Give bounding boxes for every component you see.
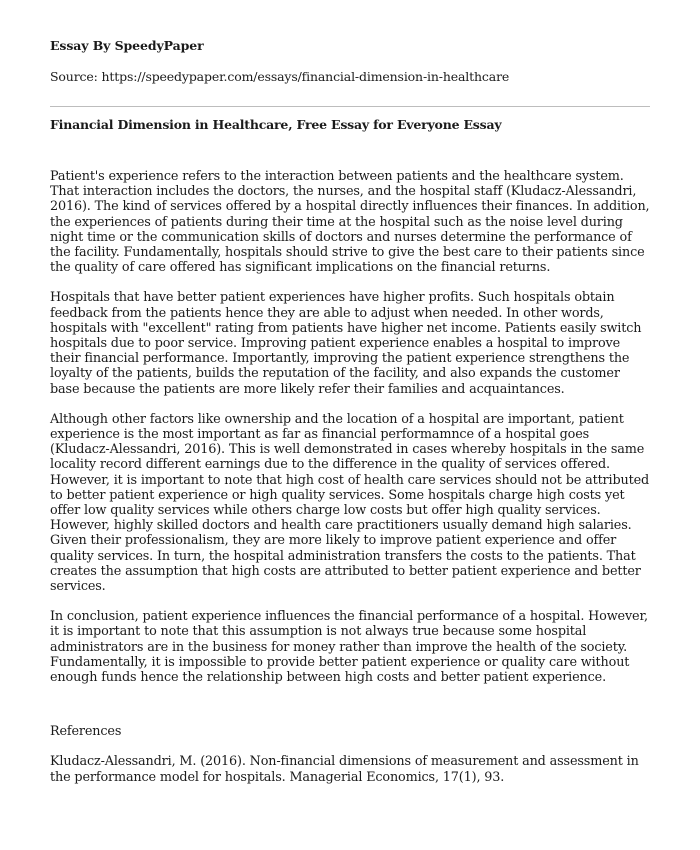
reference-entry: Kludacz-Alessandri, M. (2016). Non-financial dimensions of measurement and assessment in the performance model for hospitals. Managerial Economics, 17(1), 93.: [50, 754, 639, 785]
document-page: [50, 38, 650, 785]
header-divider: [50, 106, 650, 107]
references-heading: References: [50, 724, 122, 740]
essay-paragraph-1: Patient's experience refers to the interaction between patients and the healthcare system. That interaction includes the doctors, the nurses, and the hospital staff (Kludacz-Alessandri, 2016). The kind of services offered by a hospital directly influences their finances. In addition, the experiences of patients during their time at the hospital such as the noise level during night time or the communication skills of doctors and nurses determine the performance of the facility. Fundamentally, hospitals should strive to give the best care to their patients since the quality of care offered has significant implications on the financial returns.: [50, 169, 650, 276]
document-header-title: Essay By SpeedyPaper: [50, 38, 204, 53]
essay-paragraph-2: Hospitals that have better patient experiences have higher profits. Such hospitals obtain feedback from the patients hence they are able to adjust when needed. In other words, hospitals with "excellent" rating from patients have higher net income. Patients easily switch hospitals due to poor service. Improving patient experience enables a hospital to improve their financial performance. Importantly, improving the patient experience strengthens the loyalty of the patients, builds the reputation of the facility, and also expands the customer base because the patients are more likely refer their families and acquaintances.: [50, 290, 642, 397]
source-line: Source: https://speedypaper.com/essays/financial-dimension-in-healthcare: [50, 69, 510, 84]
essay-paragraph-3: Although other factors like ownership and the location of a hospital are important, patient experience is the most important as far as financial performamnce of a hospital goes (Kludacz-Alessandri, 2016). This is well demonstrated in cases whereby hospitals in the same locality record different earnings due to the difference in the quality of services offered. However, it is important to note that high cost of health care services should not be attributed to better patient experience or high quality services. Some hospitals charge high costs yet offer low quality services while others charge low costs but offer high quality services. However, highly skilled doctors and health care practitioners usually demand high salaries. Given their professionalism, they are more likely to improve patient experience and offer quality services. In turn, the hospital administration transfers the costs to the patients. That creates the assumption that high costs are attributed to better patient experience and better services.: [50, 411, 650, 595]
essay-paragraph-4: In conclusion, patient experience influences the financial performance of a hospital. However, it is important to note that this assumption is not always true because some hospital administrators are in the business for money rather than improve the health of the society. Fundamentally, it is impossible to provide better patient experience or quality care without enough funds hence the relationship between high costs and better patient experience.: [50, 609, 648, 686]
essay-body: [50, 169, 650, 685]
essay-title: Financial Dimension in Healthcare, Free Essay for Everyone Essay: [50, 117, 502, 132]
